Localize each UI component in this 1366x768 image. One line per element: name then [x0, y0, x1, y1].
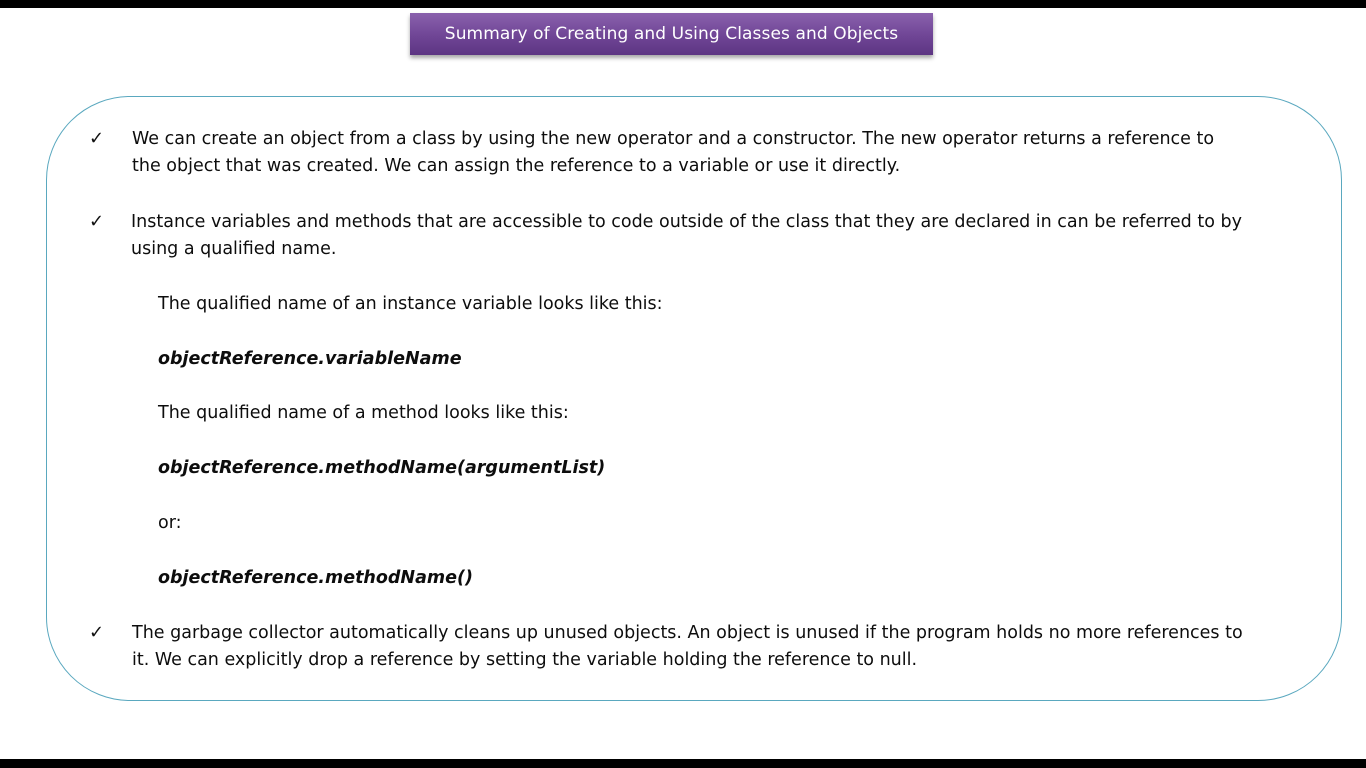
checkmark-icon: ✓ [89, 622, 105, 643]
bullet-3-line-2: it. We can explicitly drop a reference by setting the variable holding the reference to null. [132, 650, 918, 670]
variable-code-example: objectReference.variableName [158, 349, 462, 369]
bullet-1-line-2: the object that was created. We can assign the reference to a variable or use it directly. [132, 156, 901, 176]
slide-title-text: Summary of Creating and Using Classes and Objects [444, 24, 899, 44]
or-label: or: [158, 513, 182, 533]
method-code-example-args: objectReference.methodName(argumentList) [158, 458, 606, 478]
bottom-border-bar [0, 759, 1366, 768]
bullet-3-line-1: The garbage collector automatically cleans up unused objects. An object is unused if the program holds no more references to [132, 623, 1243, 643]
method-code-example-noargs: objectReference.methodName() [158, 568, 473, 588]
bullet-2-line-1: Instance variables and methods that are accessible to code outside of the class that they are declared in can be referred to by [131, 212, 1242, 232]
slide-title [410, 13, 933, 55]
content-panel [46, 96, 1342, 701]
bullet-2-line-2: using a qualified name. [131, 239, 337, 259]
variable-intro-text: The qualified name of an instance variable looks like this: [158, 294, 663, 314]
method-intro-text: The qualified name of a method looks like this: [158, 403, 569, 423]
checkmark-icon: ✓ [89, 211, 105, 232]
checkmark-icon: ✓ [89, 128, 105, 149]
top-border-bar [0, 0, 1366, 8]
bullet-1-line-1: We can create an object from a class by using the new operator and a constructor. The new operator returns a reference to [132, 129, 1215, 149]
